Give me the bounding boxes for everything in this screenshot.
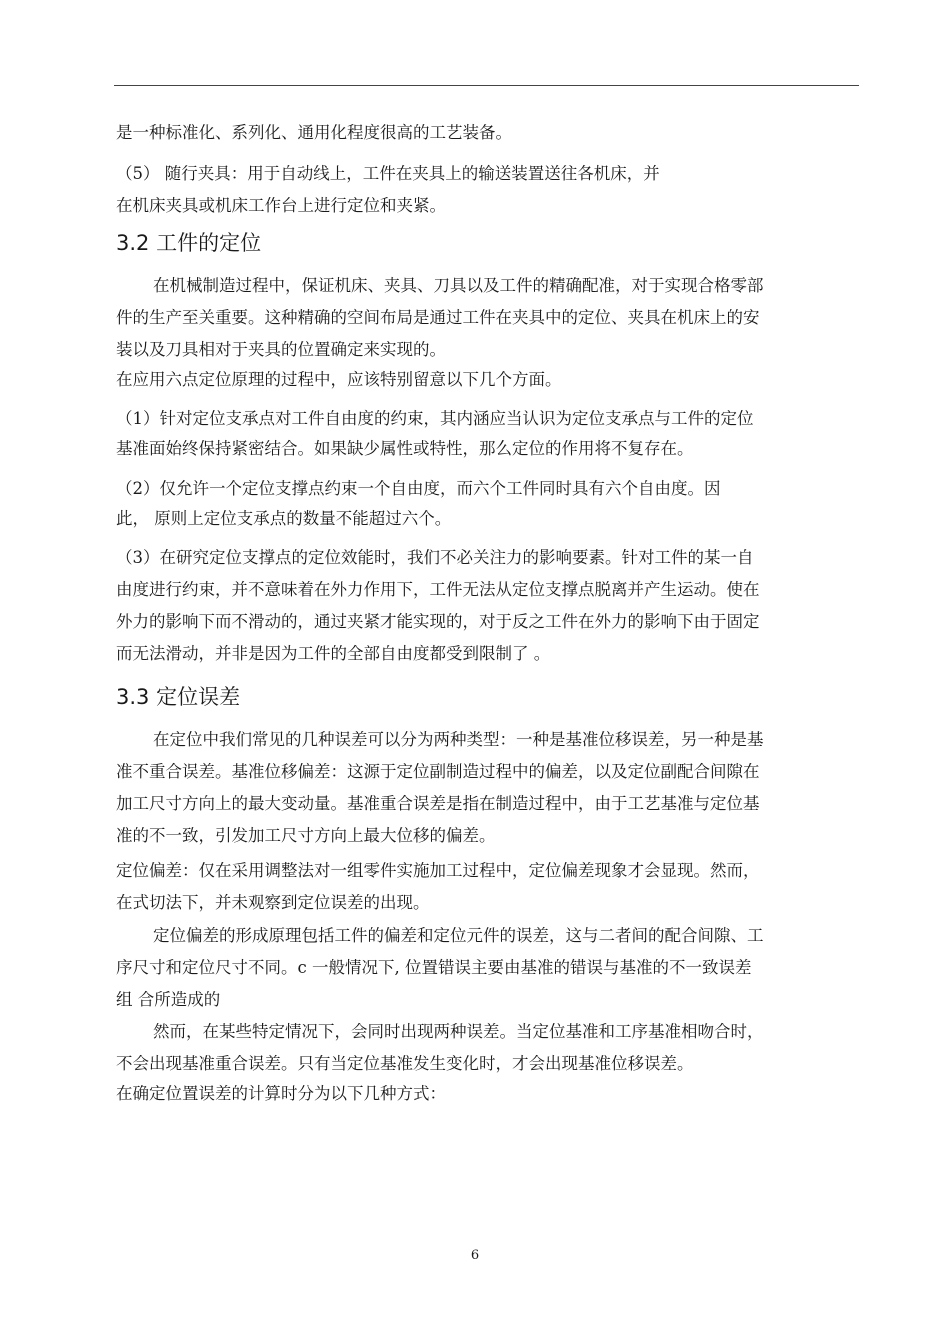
text-line: 准不重合误差。基准位移偏差：这源于定位副制造过程中的偏差，以及定位副配合间隙在 [116, 762, 760, 781]
paragraph-top [116, 117, 861, 149]
item-2 [116, 474, 861, 534]
paragraph-3-3-deviation [116, 855, 861, 919]
item-3 [116, 542, 861, 670]
text-line: 此， 原则上定位支承点的数量不能超过六个。 [116, 509, 452, 528]
text-line: 定位偏差的形成原理包括工件的偏差和定位元件的误差，这与二者间的配合间隙、工 [153, 926, 764, 945]
paragraph-3-2-principle: 在应用六点定位原理的过程中，应该特别留意以下几个方面。 [116, 370, 562, 389]
text-line: （3）在研究定位支撑点的定位效能时，我们不必关注力的影响要素。针对工件的某一自 [116, 548, 754, 567]
text-line: 件的生产至关重要。这种精确的空间布局是通过工件在夹具中的定位、夹具在机床上的安 [116, 308, 760, 327]
text-line: （2）仅允许一个定位支撑点约束一个自由度，而六个工件同时具有六个自由度。因 [116, 479, 721, 498]
page-number: 6 [470, 1248, 480, 1263]
paragraph-3-3-special-cases [116, 1016, 861, 1080]
text-line: 在定位中我们常见的几种误差可以分为两种类型：一种是基准位移误差，另一种是基 [153, 730, 764, 749]
text-line: （1）针对定位支承点对工件自由度的约束，其内涵应当认识为定位支承点与工件的定位 [116, 409, 754, 428]
text-line: 序尺寸和定位尺寸不同。c 一般情况下, 位置错误主要由基准的错误与基准的不一致误差 [116, 958, 752, 977]
text-line: 定位偏差：仅在采用调整法对一组零件实施加工过程中，定位偏差现象才会显现。然而， [116, 861, 760, 880]
text-line: 外力的影响下而不滑动的，通过夹紧才能实现的，对于反之工件在外力的影响下由于固定 [116, 612, 760, 631]
text-line: 是一种标准化、系列化、通用化程度很高的工艺装备。 [116, 123, 512, 142]
text-line: 装以及刀具相对于夹具的位置确定来实现的。 [116, 340, 446, 359]
section-heading-3-2: 3.2 工件的定位 [116, 231, 262, 255]
item-5 [116, 158, 861, 222]
item-1 [116, 404, 861, 464]
paragraph-3-3-principle [116, 920, 861, 1016]
text-line: 不会出现基准重合误差。只有当定位基准发生变化时，才会出现基准位移误差。 [116, 1054, 694, 1073]
text-line: 在机床夹具或机床工作台上进行定位和夹紧。 [116, 196, 446, 215]
header-rule [114, 85, 859, 86]
text-line: 在机械制造过程中，保证机床、夹具、刀具以及工件的精确配准，对于实现合格零部 [153, 276, 764, 295]
section-heading-3-3: 3.3 定位误差 [116, 685, 241, 709]
text-line: 基准面始终保持紧密结合。如果缺少属性或特性，那么定位的作用将不复存在。 [116, 439, 694, 458]
text-line: 在式切法下，并未观察到定位误差的出现。 [116, 893, 430, 912]
text-line: 加工尺寸方向上的最大变动量。基准重合误差是指在制造过程中，由于工艺基准与定位基 [116, 794, 760, 813]
text-line: 准的不一致，引发加工尺寸方向上最大位移的偏差。 [116, 826, 496, 845]
paragraph-3-2-intro [116, 270, 861, 366]
paragraph-3-3-types [116, 724, 861, 852]
paragraph-3-3-calculation: 在确定位置误差的计算时分为以下几种方式： [116, 1084, 446, 1103]
text-line: 组 合所造成的 [116, 990, 221, 1009]
text-line: 而无法滑动，并非是因为工件的全部自由度都受到限制了 。 [116, 644, 551, 663]
text-line: 然而，在某些特定情况下，会同时出现两种误差。当定位基准和工序基准相吻合时， [153, 1022, 764, 1041]
text-line: （5） 随行夹具：用于自动线上，工件在夹具上的输送装置送往各机床，并 [116, 164, 660, 183]
text-line: 由度进行约束，并不意味着在外力作用下，工件无法从定位支撑点脱离并产生运动。使在 [116, 580, 760, 599]
